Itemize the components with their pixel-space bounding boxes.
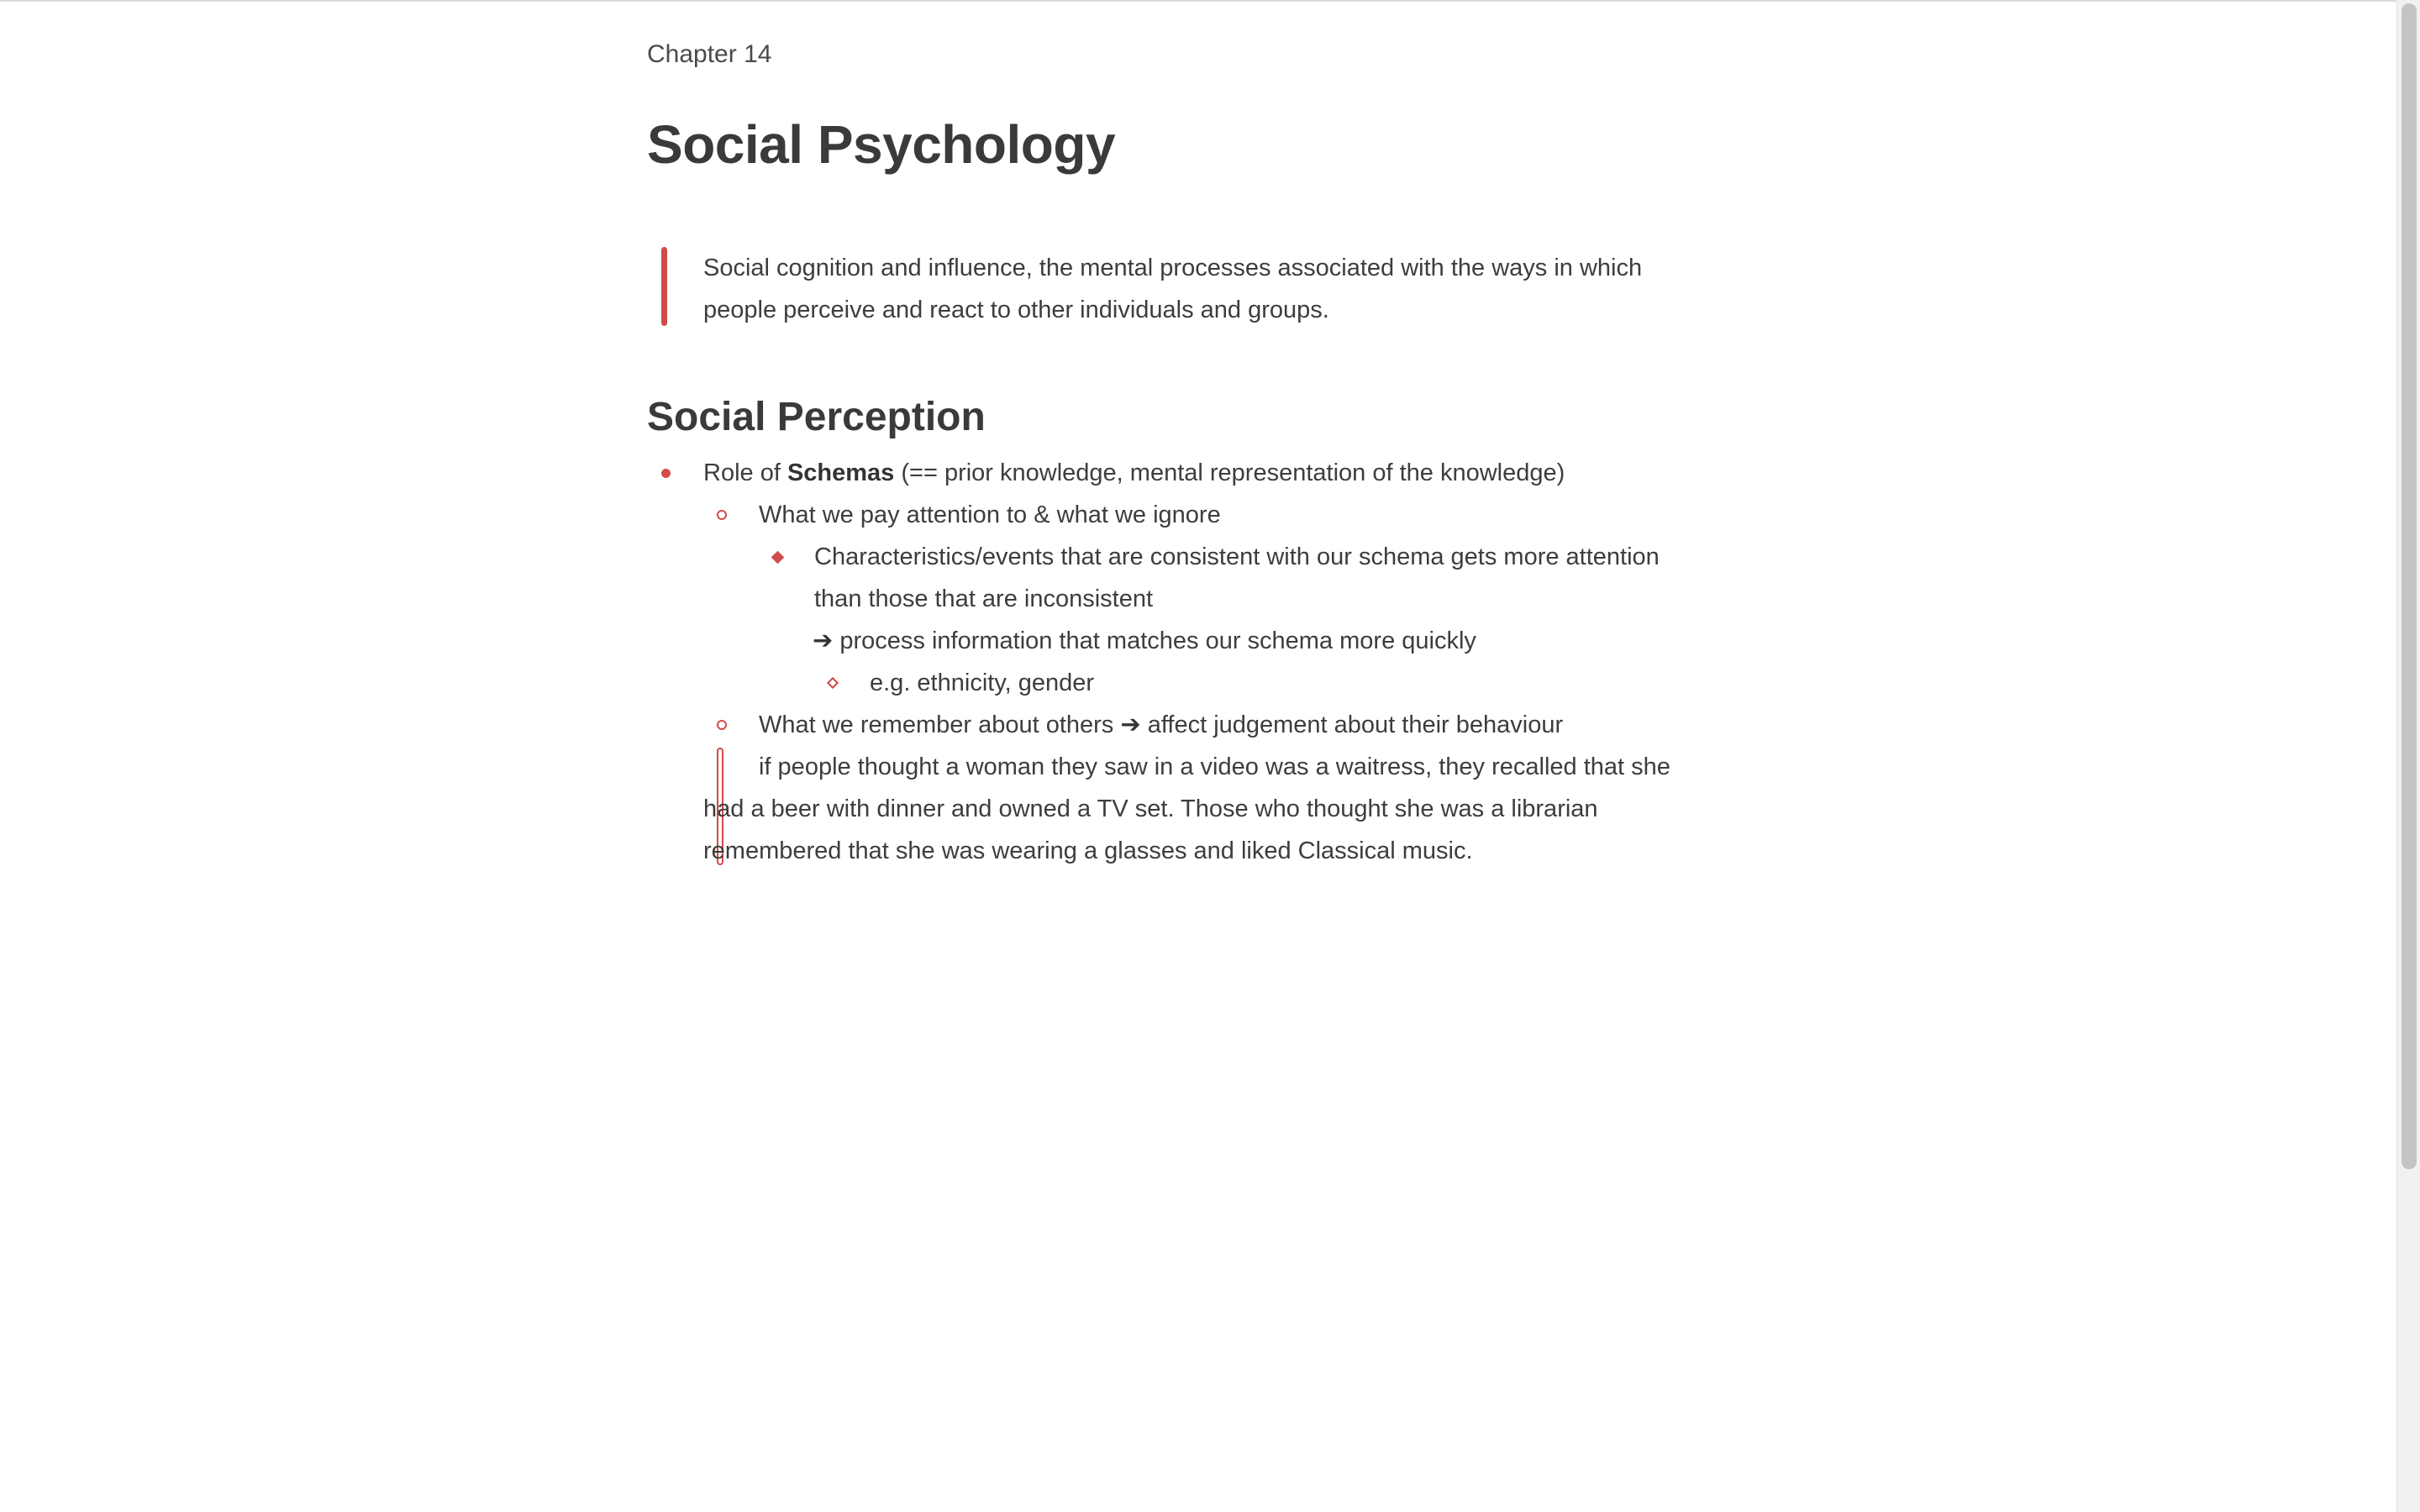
list-item-text: Characteristics/events that are consistent with our schema gets more attention (814, 543, 1660, 570)
quote-line: Social cognition and influence, the mental processes associated with the ways in which (703, 255, 1643, 281)
list-item-text: What we remember about others (759, 711, 1121, 738)
top-border (0, 0, 2420, 2)
paragraph-text: had a beer with dinner and owned a TV set. Those who thought she was a librarian (703, 795, 1598, 822)
bullet-list (647, 452, 1723, 872)
paragraph-text: if people thought a woman they saw in a video was a waitress, they recalled that she (759, 753, 1670, 780)
paragraph-line (647, 746, 1723, 788)
page-title: Social Psychology (647, 114, 1116, 175)
vertical-scrollbar[interactable] (2396, 0, 2420, 1512)
document-body[interactable] (647, 34, 1723, 872)
list-item-text: affect judgement about their behaviour (1140, 711, 1564, 738)
bullet-ring-icon (717, 720, 727, 730)
list-item-bold: Schemas (786, 459, 895, 486)
arrow-right-icon: ➔ (1120, 711, 1141, 738)
example-paragraph[interactable] (647, 746, 1723, 872)
list-item-text: e.g. ethnicity, gender (870, 669, 1095, 696)
paragraph-line (647, 830, 1723, 872)
list-item (647, 536, 1723, 578)
list-item (647, 494, 1723, 536)
list-item-continuation (647, 578, 1723, 620)
arrow-right-icon: ➔ (813, 627, 834, 654)
list-item-text: than those that are inconsistent (814, 585, 1154, 612)
paragraph-line (647, 788, 1723, 830)
bullet-ring-icon (717, 510, 727, 520)
list-item-text: (== prior knowledge, mental representation of the knowledge) (894, 459, 1565, 486)
bullet-diamond-outline-icon (827, 677, 839, 689)
list-item-text: What we pay attention to & what we ignore (759, 501, 1221, 528)
quote-bar (661, 247, 667, 326)
list-item-text: process information that matches our schema more quickly (839, 627, 1476, 654)
list-item (647, 452, 1723, 494)
list-item-text: Role of (703, 459, 787, 486)
callout-quote (647, 247, 1723, 331)
list-item (647, 704, 1723, 746)
scrollbar-thumb[interactable] (2402, 3, 2417, 1169)
list-item (647, 662, 1723, 704)
bullet-dot-icon (661, 469, 671, 478)
paragraph-text: remembered that she was wearing a glasses and liked Classical music. (703, 837, 1473, 864)
bullet-diamond-icon (771, 551, 785, 564)
quote-line: people perceive and react to other individuals and groups. (703, 297, 1329, 323)
chapter-label: Chapter 14 (647, 40, 772, 68)
list-item-arrow-line (647, 620, 1723, 662)
section-heading: Social Perception (647, 395, 986, 439)
